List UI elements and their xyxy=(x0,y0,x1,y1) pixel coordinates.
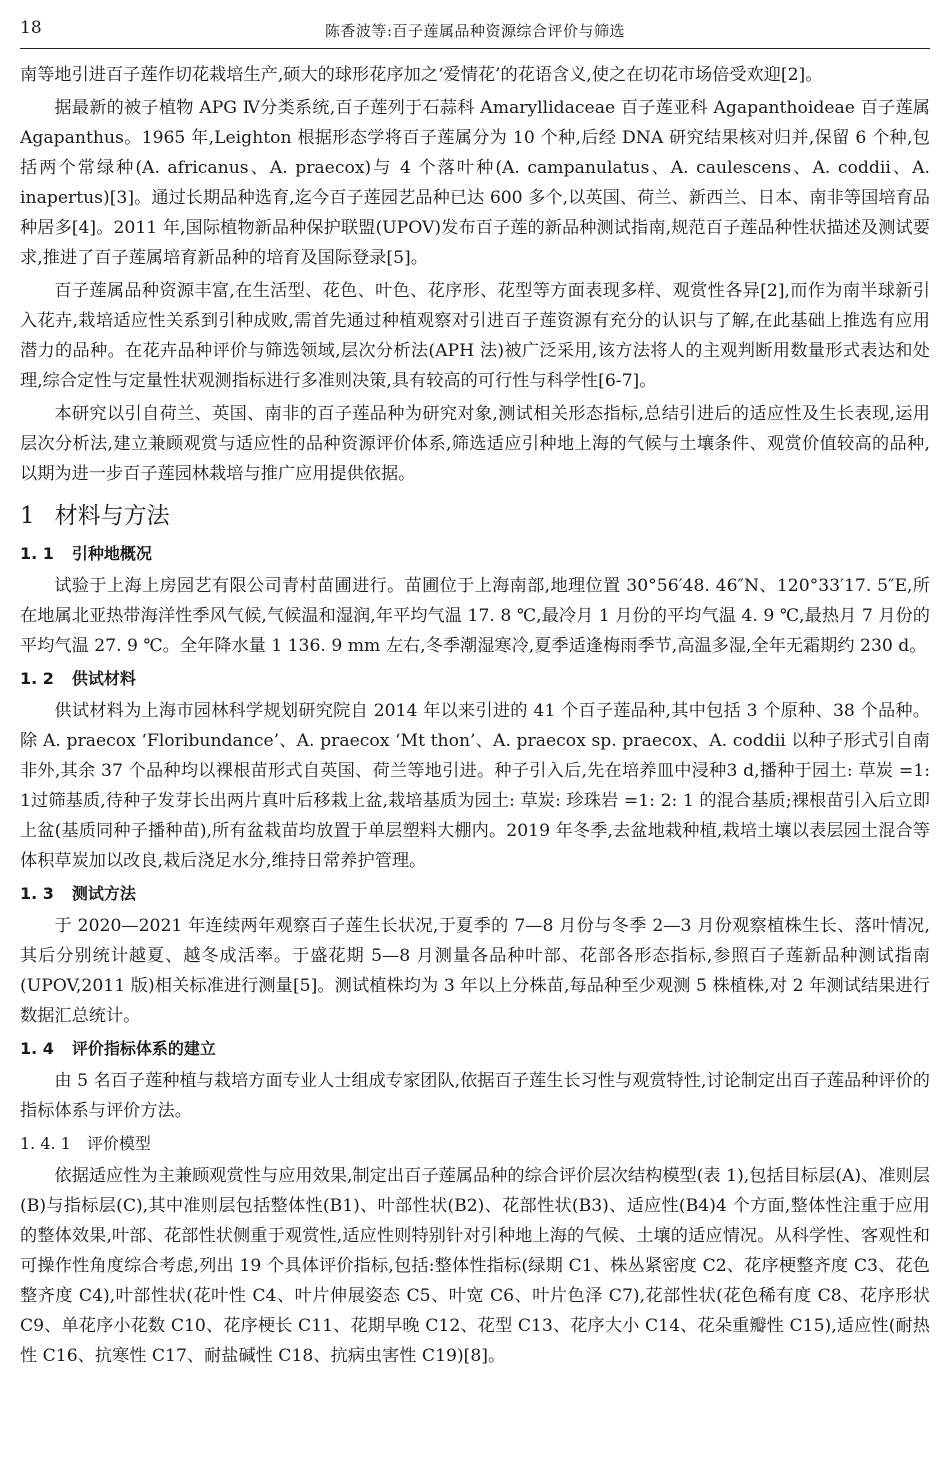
article-body xyxy=(20,60,930,1374)
subsection-title: 评价指标体系的建立 xyxy=(71,1039,216,1058)
paragraph: 据最新的被子植物 APG Ⅳ分类系统,百子莲列于石蒜科 Amaryllidaceae 百子莲亚科 Agapanthoideae 百子莲属 Agapanthus。1965 年,Leighton 根据形态学将百子莲属分为 10 个种,后经 DNA 研究结果核对归并,保留 6 个种,包括两个常绿种(A. africanus、A. praecox)与 4 个落叶种(A. campanulatus、A. caulescens、A. coddii、A. inapertus)[3]。通过长期品种选育,迄今百子莲园艺品种已达 600 多个,以英国、荷兰、新西兰、日本、南非等国培育品种居多[4]。2011 年,国际植物新品种保护联盟(UPOV)发布百子莲的新品种测试指南,规范百子莲品种性状描述及测试要求,推进了百子莲属培育新品种的培育及国际登录[5]。 xyxy=(20,98,930,268)
subsection-heading xyxy=(20,539,930,569)
subsection-number: 1. 4 xyxy=(20,1039,54,1058)
paragraph: 试验于上海上房园艺有限公司青村苗圃进行。苗圃位于上海南部,地理位置 30°56′48. 46″N、120°33′17. 5″E,所在地属北亚热带海洋性季风气候,气候温和湿润,年平均气温 17. 8 ℃,最冷月 1 月份的平均气温 4. 9 ℃,最热月 7 月份的平均气温 27. 9 ℃。全年降水量 1 136. 9 mm 左右,冬季潮湿寒冷,夏季适逢梅雨季节,高温多湿,全年无霜期约 230 d。 xyxy=(20,576,930,656)
subsection-number: 1. 2 xyxy=(20,669,54,688)
paragraph: 本研究以引自荷兰、英国、南非的百子莲品种为研究对象,测试相关形态指标,总结引进后的适应性及生长表现,运用层次分析法,建立兼顾观赏与适应性的品种资源评价体系,筛选适应引种地上海的气候与土壤条件、观赏价值较高的品种,以期为进一步百子莲园林栽培与推广应用提供依据。 xyxy=(20,404,930,484)
subsubsection-title: 评价模型 xyxy=(86,1134,151,1153)
subsection-heading xyxy=(20,879,930,909)
subsection-title: 引种地概况 xyxy=(71,544,152,563)
subsubsection-number: 1. 4. 1 xyxy=(20,1134,71,1153)
section-heading xyxy=(20,499,930,533)
subsubsection-heading xyxy=(20,1129,930,1159)
section-title: 材料与方法 xyxy=(54,503,170,529)
subsection-title: 测试方法 xyxy=(71,884,136,903)
subsection-number: 1. 3 xyxy=(20,884,54,903)
paragraph: 供试材料为上海市园林科学规划研究院自 2014 年以来引进的 41 个百子莲品种,其中包括 3 个原种、38 个品种。除 A. praecox ‘Floribundance’、A. praecox ‘Mt thon’、A. praecox sp. praecox、A. coddii 以种子形式引自南非外,其余 37 个品种均以裸根苗形式自英国、荷兰等地引进。种子引入后,先在培养皿中浸种3 d,播种于园土: 草炭 =1: 1过筛基质,待种子发芽长出两片真叶后移栽上盆,栽培基质为园土: 草炭: 珍珠岩 =1: 2: 1 的混合基质;裸根苗引入后立即上盆(基质同种子播种苗),所有盆栽苗均放置于单层塑料大棚内。2019 年冬季,去盆地栽种植,栽培土壤以表层园土混合等体积草炭加以改良,栽后浇足水分,维持日常养护管理。 xyxy=(20,701,930,871)
paragraph: 于 2020—2021 年连续两年观察百子莲生长状况,于夏季的 7—8 月份与冬季 2—3 月份观察植株生长、落叶情况,其后分别统计越夏、越冬成活率。于盛花期 5—8 月测量各品种叶部、花部各形态指标,参照百子莲新品种测试指南(UPOV,2011 版)相关标准进行测量[5]。测试植株均为 3 年以上分株苗,每品种至少观测 5 株植株,对 2 年测试结果进行数据汇总统计。 xyxy=(20,916,930,1026)
paragraph: 由 5 名百子莲种植与栽培方面专业人士组成专家团队,依据百子莲生长习性与观赏特性,讨论制定出百子莲品种评价的指标体系与评价方法。 xyxy=(20,1071,930,1121)
subsection-number: 1. 1 xyxy=(20,544,54,563)
section-number: 1 xyxy=(20,503,35,529)
subsection-heading xyxy=(20,1034,930,1064)
running-title: 陈香波等:百子莲属品种资源综合评价与筛选 xyxy=(324,22,626,40)
paragraph: 南等地引进百子莲作切花栽培生产,硕大的球形花序加之‘爱情花’的花语含义,使之在切花市场倍受欢迎[2]。 xyxy=(20,65,823,85)
page-number: 18 xyxy=(20,18,42,38)
subsection-title: 供试材料 xyxy=(71,669,136,688)
paragraph: 依据适应性为主兼顾观赏性与应用效果,制定出百子莲属品种的综合评价层次结构模型(表 1),包括目标层(A)、准则层(B)与指标层(C),其中准则层包括整体性(B1)、叶部性状(B2)、花部性状(B3)、适应性(B4)4 个方面,整体性注重于应用的整体效果,叶部、花部性状侧重于观赏性,适应性则特别针对引种地上海的气候、土壤的适应情况。从科学性、客观性和可操作性角度综合考虑,列出 19 个具体评价指标,包括:整体性指标(绿期 C1、株丛紧密度 C2、花序梗整齐度 C3、花色整齐度 C4),叶部性状(花叶性 C4、叶片伸展姿态 C5、叶宽 C6、叶片色泽 C7),花部性状(花色稀有度 C8、花序形状 C9、单花序小花数 C10、花序梗长 C11、花期早晚 C12、花型 C13、花序大小 C14、花朵重瓣性 C15),适应性(耐热性 C16、抗寒性 C17、耐盐碱性 C18、抗病虫害性 C19)[8]。 xyxy=(20,1166,930,1366)
page-header xyxy=(20,16,930,49)
subsection-heading xyxy=(20,664,930,694)
paragraph: 百子莲属品种资源丰富,在生活型、花色、叶色、花序形、花型等方面表现多样、观赏性各异[2],而作为南半球新引入花卉,栽培适应性关系到引种成败,需首先通过种植观察对引进百子莲资源有充分的认识与了解,在此基础上推选有应用潜力的品种。在花卉品种评价与筛选领域,层次分析法(APH 法)被广泛采用,该方法将人的主观判断用数量形式表达和处理,综合定性与定量性状观测指标进行多准则决策,具有较高的可行性与科学性[6-7]。 xyxy=(20,281,930,391)
